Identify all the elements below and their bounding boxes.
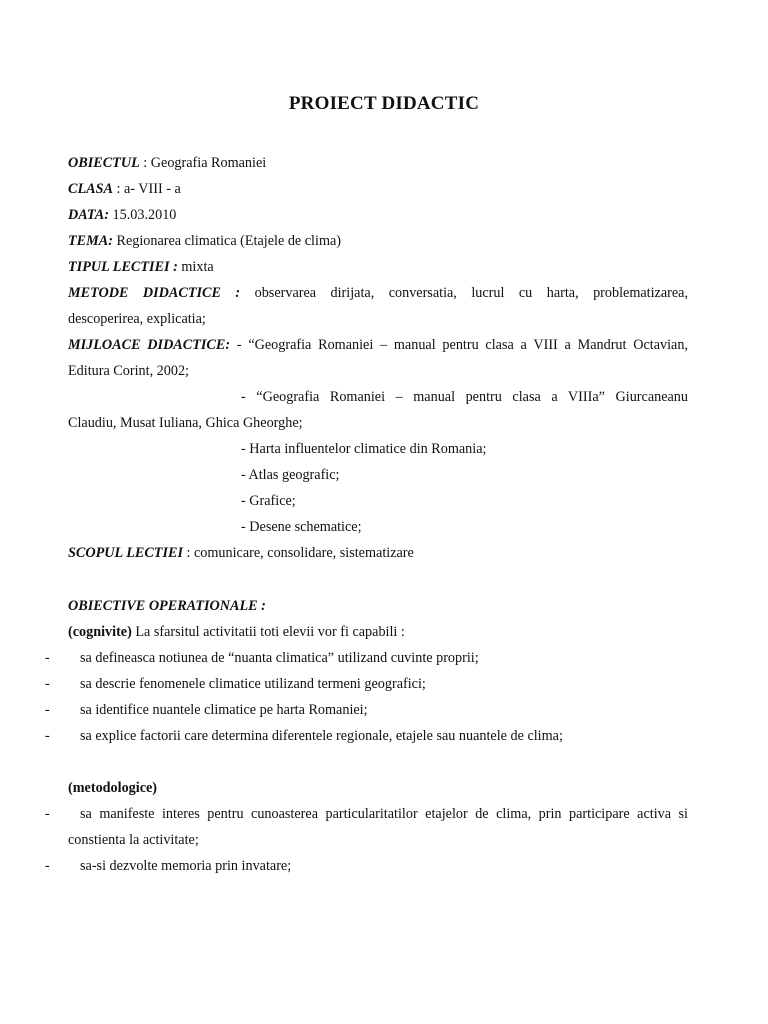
tema-label: TEMA: (68, 233, 113, 249)
field-mijloace-line2: Editura Corint, 2002; (68, 363, 189, 379)
mijloace-item-3: - Harta influentelor climatice din Romania; (241, 441, 487, 457)
field-data (68, 206, 688, 224)
cognitive-intro: La sfarsitul activitatii toti elevii vor fi capabili : (131, 624, 405, 640)
mijloace-item-2-line2: Claudiu, Musat Iuliana, Ghica Gheorghe; (68, 415, 303, 431)
scopul-label: SCOPUL LECTIEI (68, 545, 183, 561)
field-obiectul (68, 154, 688, 172)
tipul-value: mixta (177, 259, 214, 275)
field-tema (68, 232, 688, 250)
metode-label: METODE DIDACTICE : (68, 285, 241, 301)
cognitive-item-1: sa defineasca notiunea de “nuanta climatica” utilizand cuvinte proprii; (80, 650, 479, 666)
list-dash: - (45, 806, 50, 822)
mijloace-item-4: - Atlas geografic; (241, 467, 340, 483)
mijloace-item-5: - Grafice; (241, 493, 296, 509)
list-dash: - (45, 858, 50, 874)
objectives-heading: OBIECTIVE OPERATIONALE : (68, 598, 266, 614)
methodological-item-1-line2: constienta la activitate; (68, 832, 199, 848)
list-dash: - (45, 676, 50, 692)
clasa-label: CLASA (68, 181, 113, 197)
clasa-value: : a- VIII - a (112, 181, 181, 197)
methodological-label: (metodologice) (68, 780, 158, 796)
tema-value: Regionarea climatica (Etajele de clima) (112, 233, 341, 249)
mijloace-item-2-line1: - “Geografia Romaniei – manual pentru clasa a VIIIa” Giurcaneanu (241, 389, 688, 405)
cognitive-item-3: sa identifice nuantele climatice pe harta Romaniei; (80, 702, 368, 718)
list-dash: - (45, 702, 50, 718)
cognitive-label: (cognivite) (68, 624, 132, 640)
list-dash: - (45, 650, 50, 666)
scopul-value: : comunicare, consolidare, sistematizare (182, 545, 414, 561)
mijloace-value-1: - “Geografia Romaniei – manual pentru clasa a VIII a Mandrut Octavian, (230, 337, 688, 353)
methodological-item-1-line1: sa manifeste interes pentru cunoasterea particularitatilor etajelor de clima, prin participare activa si (80, 806, 688, 822)
list-dash: - (45, 728, 50, 744)
data-label: DATA: (68, 207, 109, 223)
mijloace-item-6: - Desene schematice; (241, 519, 362, 535)
obiectul-value: : Geografia Romaniei (139, 155, 267, 171)
field-metode-line2: descoperirea, explicatia; (68, 311, 206, 327)
metode-value-1: observarea dirijata, conversatia, lucrul cu harta, problematizarea, (240, 285, 689, 301)
field-mijloace-line1 (68, 336, 688, 354)
obiectul-label: OBIECTUL (68, 155, 140, 171)
page-title: PROIECT DIDACTIC (288, 93, 480, 114)
cognitive-item-2: sa descrie fenomenele climatice utilizand termeni geografici; (80, 676, 426, 692)
field-tipul-lectiei (68, 258, 688, 276)
tipul-label: TIPUL LECTIEI : (68, 259, 178, 275)
field-scopul (68, 544, 688, 562)
cognitive-item-4: sa explice factorii care determina diferentele regionale, etajele sau nuantele de clima; (80, 728, 563, 744)
field-clasa (68, 180, 688, 198)
methodological-item-2: sa-si dezvolte memoria prin invatare; (80, 858, 292, 874)
mijloace-label: MIJLOACE DIDACTICE: (68, 337, 231, 353)
data-value: 15.03.2010 (109, 207, 177, 223)
field-metode-line1 (68, 284, 688, 302)
cognitive-intro-line (68, 623, 688, 641)
